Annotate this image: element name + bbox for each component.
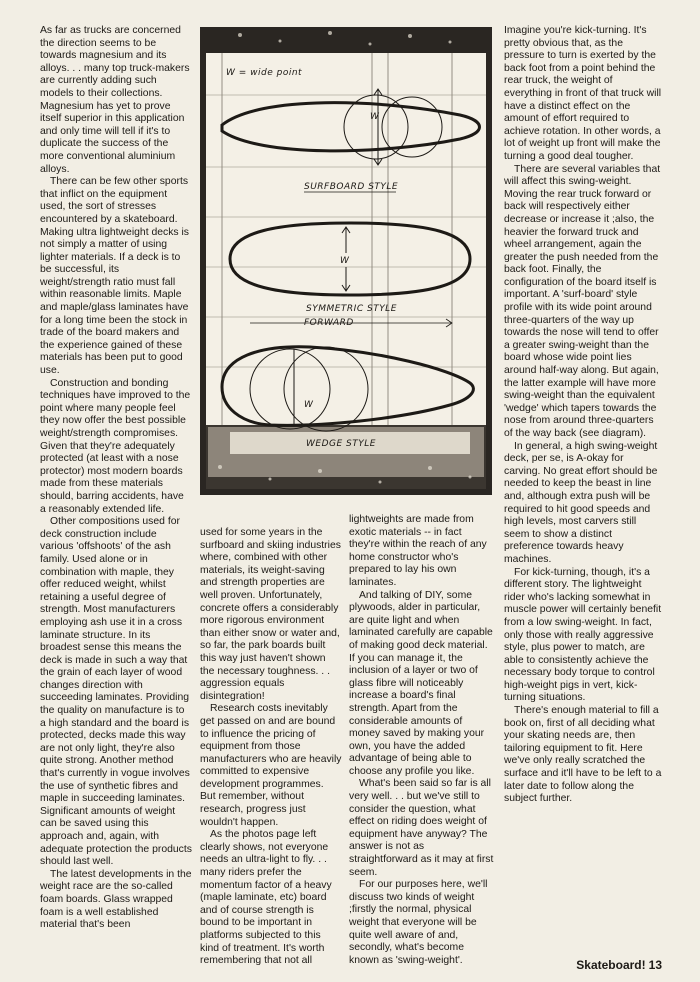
board-profile-diagram xyxy=(200,27,492,495)
label-wedge-style: WEDGE STYLE xyxy=(306,439,376,449)
paragraph: As far as trucks are concerned the direction seems to be towards magnesium and its alloys. . . many top truck-makers are currently adding such models to their collections. Magnesium has yet to prove itself superior in this application and only time will tell if it's to duplicate the success of the more conventional aluminium alloys. xyxy=(40,25,190,175)
paragraph: Construction and bonding techniques have improved to the point where many people feel they now offer the best possible weight/strength compromises. Given that they're adequately protected (at least with a nose protector) most modern boards made from these materials should, barring accidents, have a reasonably extended life. xyxy=(40,377,191,515)
paragraph: used for some years in the surfboard and skiing industries where, combined with other materials, its weight-saving and strength properties are well proven. Unfortunately, concrete offers a considerably more rigorous environment than either snow or water and, so far, the park boards built this way just haven't shown the necessary toughness. . . aggression equals disintegration! xyxy=(200,527,341,702)
article-column-4 xyxy=(504,25,662,806)
wide-point-marker: W xyxy=(304,400,314,410)
page-footer xyxy=(573,958,662,972)
page-number: 13 xyxy=(648,958,662,972)
article-column-3 xyxy=(349,514,495,967)
label-forward: FORWARD xyxy=(304,318,354,328)
paragraph: What's been said so far is all very well. . . but we've still to consider the question, what effect on riding does weight of equipment have anyway? The answer is not as straightforward as it may at first seem. xyxy=(349,778,494,878)
paragraph: And talking of DIY, some plywoods, alder in particular, are quite light and when laminated carefully are capable of making good deck material. If you can manage it, the inclusion of a layer or two of glass fibre will noticeably increase a board's final strength. Apart from the considerable amounts of money saved by making your own, you have the added advantage of being able to choose any profile you like. xyxy=(349,589,493,777)
wide-point-marker: W xyxy=(340,256,350,266)
paragraph: There can be few other sports that inflict on the equipment used, the sort of stresses encountered by a skateboard. Making ultra lightweight decks is not simply a matter of using lighter materials. If a deck is to be successful, its weight/strength ratio must fall within reasonable limits. Maple and maple/glass laminates have for a long time been the stock in trade of the board makers and the experience gained of these materials has been put to good use. xyxy=(40,176,190,377)
article-column-2 xyxy=(200,527,342,968)
paragraph: In general, a high swing-weight deck, per se, is A-okay for carving. No great effort should be needed to keep the beast in line and, although extra push will be required to hit good speeds and high levels, most carvers still seem to show a distinct preference towards heavy machines. xyxy=(504,440,658,565)
paragraph: For kick-turning, though, it's a different story. The lightweight rider who's lacking somewhat in muscle power will certainly benefit from a low swing-weight. In fact, only those with really aggressive style, plus power to match, are able to consistently achieve the necessary body torque to control high-weight pigs in vert, kick-turning situations. xyxy=(504,566,662,704)
article-column-1 xyxy=(40,25,192,932)
wide-point-marker: W xyxy=(370,112,380,122)
paragraph: Other compositions used for deck construction include various 'offshoots' of the ash family. Used alone or in combination with maple, they offer reduced weight, whilst retaining a useful degree of strength. Most manufacturers employing ash use it in a cross laminate structure. In its broadest sense this means the deck is made in such a way that the grain of each layer of wood changes direction with succeeding laminates. Providing the quality on manufacture is to a high standard and the board is protected, decks made this way are not only light, they're also quite strong. Another method that's currently in vogue involves the use of synthetic fibres and maple in succeeding laminates. Significant amounts of weight can be saved using this approach and, again, with adequate protection the products should last well. xyxy=(40,516,192,868)
magazine-name: Skateboard! xyxy=(576,958,646,972)
paragraph: There's enough material to fill a book on, first of all deciding what your skating needs are, then tailoring equipment to fit. Here we've only really scratched the surface and it'll have to be left to a later date to follow along the subject further. xyxy=(504,705,662,805)
paragraph: Research costs inevitably get passed on and are bound to influence the pricing of equipment from those manufacturers who are heavily committed to expensive development programmes. But remember, without research, progress just wouldn't happen. xyxy=(200,703,342,828)
paragraph: There are several variables that will affect this swing-weight. Moving the rear truck forward or back will respectively either decrease or increase it ;also, the heavier the forward truck and wheel arrangement, again the greater the push needed from the back foot. Finally, the configuration of the board itself is important. A 'surf-board' style profile with its wide point around three-quarters of the way up towards the nose will tend to offer a greater swing-weight than the board whose wide point lies around half-way along. But again, the latter example will have more swing-weight than the equivalent 'wedge' which tapers towards the nose from around three-quarters of the way back (see diagram). xyxy=(504,163,661,439)
paragraph: As the photos page left clearly shows, not everyone needs an ultra-light to fly. . . many riders prefer the momentum factor of a heavy (maple laminate, etc) board and of course strength is bound to be important in platforms subjected to this kind of treatment. It's worth remembering that not all xyxy=(200,829,332,967)
paragraph: For our purposes here, we'll discuss two kinds of weight ;firstly the normal, physical weight that everyone will be quite well aware of and, secondly, what's become known as 'swing-weight'. xyxy=(349,879,488,966)
paragraph: lightweights are made from exotic materials -- in fact they're within the reach of any home constructor who's prepared to lay his own laminates. xyxy=(349,514,487,588)
paragraph: The latest developments in the weight race are the so-called foam boards. Glass wrapped foam is a well established material that's been xyxy=(40,868,192,931)
label-surfboard-style: SURFBOARD STYLE xyxy=(304,182,399,192)
diagram-legend: W = wide point xyxy=(226,68,303,78)
label-symmetric-style: SYMMETRIC STYLE xyxy=(306,304,397,314)
paragraph: Imagine you're kick-turning. It's pretty obvious that, as the pressure to turn is exerted by the back foot from a point behind the rear truck, the weight of everything in front of that truck will have a distinct effect on the amount of effort required to achieve rotation. In other words, a lot of weight up front will make the turning a good deal tougher. xyxy=(504,25,662,162)
